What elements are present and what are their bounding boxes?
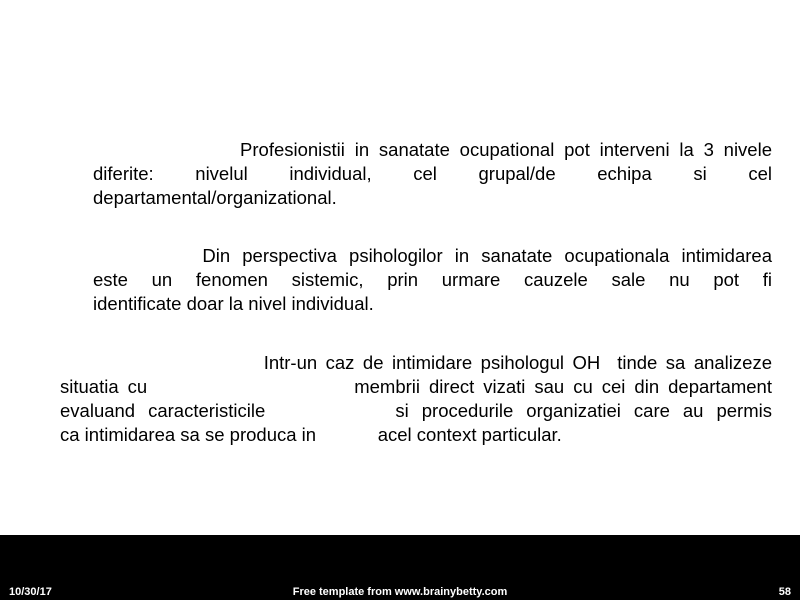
paragraph-line: situatia cu membrii direct vizati sau cu cei din departament (60, 376, 772, 397)
paragraph-line: ca intimidarea sa se produca in acel context particular. (60, 424, 562, 445)
paragraph-line: Din perspectiva psihologilor in sanatate ocupationala intimidarea (93, 245, 772, 266)
paragraph-systemic (93, 244, 772, 316)
paragraph-line: departamental/organizational. (93, 187, 337, 208)
paragraph-intimidation-case (60, 351, 772, 447)
paragraph-line: identificate doar la nivel individual. (93, 293, 374, 314)
paragraph-line: Profesionistii in sanatate ocupational pot interveni la 3 nivele (93, 139, 772, 160)
footer-credit: Free template from www.brainybetty.com (292, 586, 508, 598)
paragraph-line: Intr-un caz de intimidare psihologul OH tinde sa analizeze (60, 352, 772, 373)
paragraph-line: diferite: nivelul individual, cel grupal/de echipa si cel (93, 163, 772, 184)
footer-page-number: 58 (778, 586, 791, 598)
paragraph-line: evaluand caracteristicile si procedurile organizatiei care au permis (60, 400, 772, 421)
paragraph-levels (93, 138, 772, 210)
footer-date: 10/30/17 (9, 586, 52, 598)
paragraph-line: este un fenomen sistemic, prin urmare cauzele sale nu pot fi (93, 269, 772, 290)
